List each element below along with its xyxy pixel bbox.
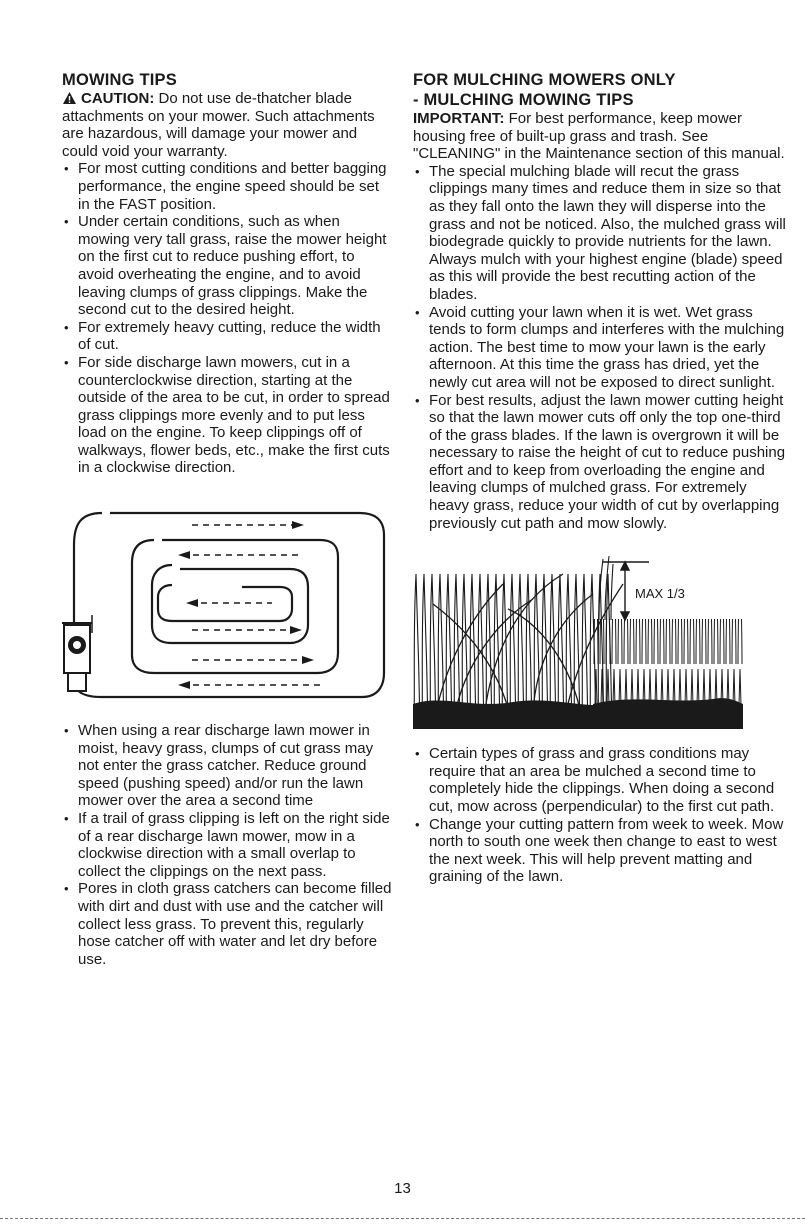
right-column (413, 70, 788, 886)
grass-height-illustration (413, 554, 743, 729)
caution-text: Do not use de-thatcher blade attachments on your mower. Such attachments are hazardous, will damage your mower and could void your warranty. (62, 90, 375, 160)
list-item: • Under certain conditions, such as when mowing very tall grass, raise the mower height on the first cut to reduce pushing effort, to avoid overheating the engine, and to avoid leaving clumps of grass clippings. Make the second cut to the desired height. (62, 213, 392, 319)
list-item: • For most cutting conditions and better bagging performance, the engine speed should be set in the FAST position. (62, 160, 392, 213)
caution-label: CAUTION: (81, 90, 155, 107)
mowing-tips-list-bottom (62, 722, 392, 968)
caution-paragraph (62, 90, 392, 160)
important-label: IMPORTANT: (413, 110, 505, 127)
mulching-tips-list-bottom (413, 745, 788, 886)
page-number: 13 (394, 1180, 411, 1197)
mower-icon (62, 615, 92, 691)
list-item: • Change your cutting pattern from week to week. Mow north to south one week then change to east to west the next week. This will help prevent matting and graining of the lawn. (413, 816, 788, 886)
list-item: • When using a rear discharge lawn mower in moist, heavy grass, clumps of cut grass may not enter the grass catcher. Reduce ground speed (pushing speed) and/or run the lawn mower over the area a second time (62, 722, 392, 810)
mowing-tips-list-top (62, 160, 392, 477)
important-text: For best performance, keep mower housing free of built-up grass and trash. See "CLEANING" in the Maintenance section of this manual. (413, 110, 785, 163)
warning-triangle-icon (62, 91, 77, 105)
list-item: • Certain types of grass and grass conditions may require that an area be mulched a second time to completely hide the clippings. When doing a second cut, mow across (perpendicular) to the first cut path. (413, 745, 788, 815)
important-paragraph (413, 110, 788, 163)
list-item: • The special mulching blade will recut the grass clippings many times and reduce them in size so that as they fall onto the lawn they will disperse into the grass and not be noticed. Also, the mulched grass will biodegrade quickly to provide nutrients for the lawn. Always mulch with your highest engine (blade) speed as this will provide the best recutting action of the blades. (413, 163, 788, 304)
max-one-third-label: MAX 1/3 (635, 586, 685, 602)
mulching-subheading: - MULCHING MOWING TIPS (413, 91, 634, 109)
mowing-pattern-diagram (62, 505, 392, 700)
list-item: • For extremely heavy cutting, reduce the width of cut. (62, 319, 392, 354)
list-item: • For side discharge lawn mowers, cut in a counterclockwise direction, starting at the outside of the area to be cut, in order to spread grass clippings more evenly and to put less load on the engine. To keep clippings off of walkways, flower beds, etc., make the first cuts in a clockwise direction. (62, 354, 392, 477)
mulching-tips-list-top (413, 163, 788, 532)
list-item: • Avoid cutting your lawn when it is wet. Wet grass tends to form clumps and interferes with the mulching action. The best time to mow your lawn is the early afternoon. At this time the grass has dried, yet the newly cut area will not be exposed to direct sunlight. (413, 304, 788, 392)
list-item: • Pores in cloth grass catchers can become filled with dirt and dust with use and the catcher will collect less grass. To prevent this, regularly hose catcher off with water and let dry before use. (62, 880, 392, 968)
list-item: • If a trail of grass clipping is left on the right side of a rear discharge lawn mower, mow in a clockwise direction with a small overlap to collect the clippings on the next pass. (62, 810, 392, 880)
mowing-tips-heading: MOWING TIPS (62, 71, 177, 89)
list-item: • For best results, adjust the lawn mower cutting height so that the lawn mower cuts off only the top one-third of the grass blades. If the lawn is overgrown it will be necessary to raise the height of cut to reduce pushing effort and to keep from overloading the engine and leaving clumps of mulched grass. For extremely heavy grass, reduce your width of cut by overlapping previously cut path and mow slowly. (413, 392, 788, 533)
left-column (62, 70, 392, 968)
mulching-heading: FOR MULCHING MOWERS ONLY (413, 71, 676, 89)
bottom-divider (0, 1218, 805, 1219)
